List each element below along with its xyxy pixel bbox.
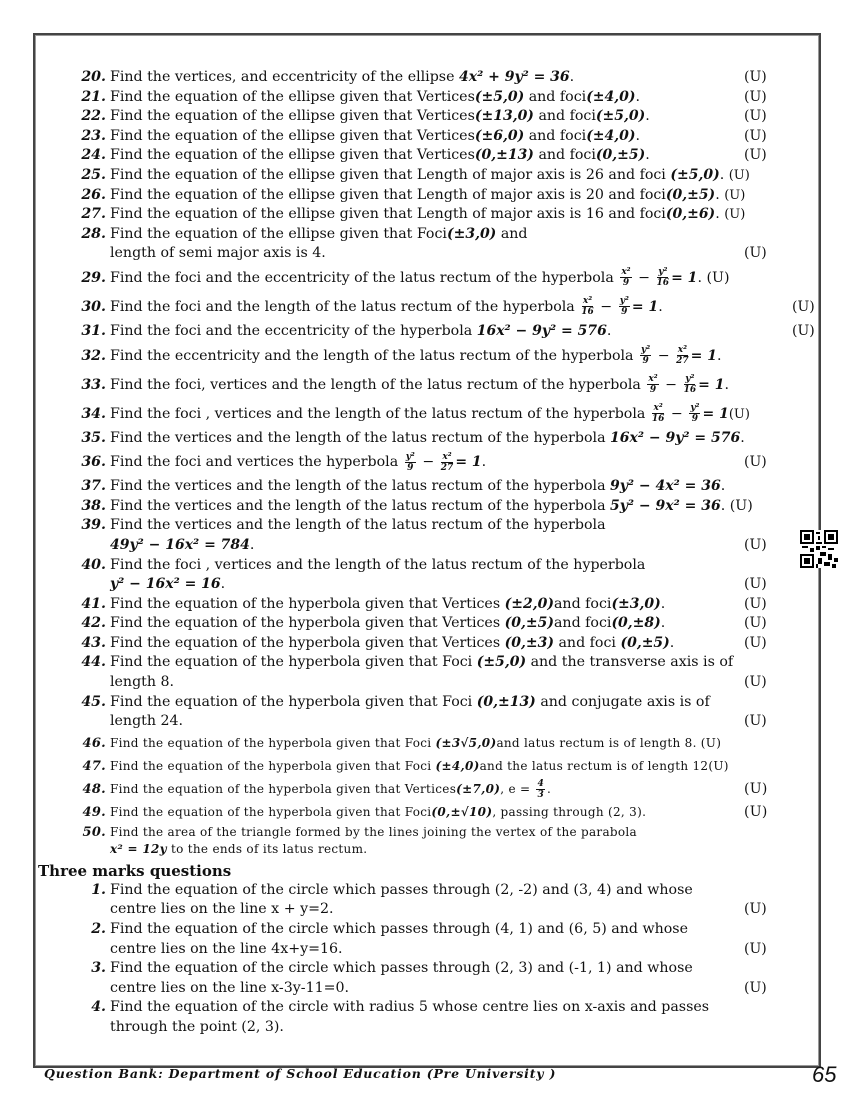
qr-code-icon bbox=[800, 530, 838, 568]
question-20: 20. Find the vertices, and eccentricity of the ellipse 4x² + 9y² = 36. (U) bbox=[81, 69, 767, 85]
question-39-line2: 49y² − 16x² = 784. (U) bbox=[110, 536, 767, 553]
three-mark-1-line2: centre lies on the line x + y=2. (U) bbox=[110, 901, 767, 918]
question-41: 41. Find the equation of the hyperbola given that Vertices (±2,0)and foci(±3,0). (U) bbox=[81, 595, 767, 612]
question-33: 33. Find the foci, vertices and the length of the latus rectum of the hyperbola $\frac{\text{x²}}{9}$ − $\frac{\text{y²}}{16}$ = 1. bbox=[81, 374, 729, 396]
question-49: 49. Find the equation of the hyperbola given that Foci(0,±√10), passing through (2, 3). (U) bbox=[82, 803, 768, 820]
question-27: 27. Find the equation of the ellipse given that Length of major axis is 16 and foci(0,±6). (U) bbox=[81, 206, 746, 223]
question-44: 44. Find the equation of the hyperbola given that Foci (±5,0) and the transverse axis is of bbox=[81, 654, 734, 671]
question-list bbox=[36, 68, 816, 1038]
question-30: 30. Find the foci and the length of the latus rectum of the hyperbola $\frac{\text{x²}}{16}$ − $\frac{\text{y²}}{9}$ = 1. (U) bbox=[81, 296, 815, 318]
question-39: 39. Find the vertices and the length of the latus rectum of the hyperbola bbox=[81, 517, 606, 534]
question-42: 42. Find the equation of the hyperbola given that Vertices (0,±5)and foci(0,±8). (U) bbox=[81, 615, 767, 632]
question-43: 43. Find the equation of the hyperbola given that Vertices (0,±3) and foci (0,±5). (U) bbox=[81, 634, 767, 651]
three-mark-3: 3. Find the equation of the circle which passes through (2, 3) and (-1, 1) and whose bbox=[91, 960, 693, 977]
question-24: 24. Find the equation of the ellipse given that Vertices(0,±13) and foci(0,±5). (U) bbox=[81, 147, 767, 164]
question-40: 40. Find the foci , vertices and the length of the latus rectum of the hyperbola bbox=[81, 556, 646, 573]
question-40-line2: y² − 16x² = 16. (U) bbox=[110, 576, 767, 593]
question-31: 31. Find the foci and the eccentricity of the hyperbola 16x² − 9y² = 576. (U) bbox=[81, 322, 815, 339]
question-45: 45. Find the equation of the hyperbola given that Foci (0,±13) and conjugate axis is of bbox=[81, 693, 710, 710]
question-50-line2: x² = 12y to the ends of its latus rectum. bbox=[110, 841, 368, 856]
page-number: 65 bbox=[812, 1062, 837, 1087]
question-29: 29. Find the foci and the eccentricity of the latus rectum of the hyperbola $\frac{\text{x²}}{9}$ − $\frac{\text{y²}}{16}$ = 1. (U) bbox=[81, 267, 730, 289]
question-22: 22. Find the equation of the ellipse given that Vertices(±13,0) and foci(±5,0). (U) bbox=[81, 108, 767, 125]
section-heading: Three marks questions bbox=[38, 861, 232, 880]
three-mark-3-line2: centre lies on the line x-3y-11=0. (U) bbox=[110, 979, 767, 996]
question-37: 37. Find the vertices and the length of the latus rectum of the hyperbola 9y² − 4x² = 36. bbox=[81, 478, 726, 495]
footer-text: Question Bank: Department of School Education (Pre University ) bbox=[44, 1066, 557, 1081]
question-50: 50. Find the area of the triangle formed by the lines joining the vertex of the parabola bbox=[82, 824, 638, 840]
three-mark-4-line2: through the point (2, 3). bbox=[110, 1019, 284, 1035]
question-44-line2: length 8. (U) bbox=[110, 674, 767, 691]
three-mark-1: 1. Find the equation of the circle which passes through (2, -2) and (3, 4) and whose bbox=[91, 881, 693, 898]
question-45-line2: length 24. (U) bbox=[110, 713, 767, 730]
question-25: 25. Find the equation of the ellipse given that Length of major axis is 26 and foci (±5,0). (U) bbox=[81, 166, 750, 183]
question-38: 38. Find the vertices and the length of the latus rectum of the hyperbola 5y² − 9x² = 36. (U) bbox=[81, 497, 753, 514]
question-23: 23. Find the equation of the ellipse given that Vertices(±6,0) and foci(±4,0). (U) bbox=[81, 127, 767, 144]
question-35: 35. Find the vertices and the length of the latus rectum of the hyperbola 16x² − 9y² = 576. bbox=[81, 429, 745, 446]
question-21: 21. Find the equation of the ellipse given that Vertices(±5,0) and foci(±4,0). (U) bbox=[81, 88, 767, 105]
question-28-line2: length of semi major axis is 4. (U) bbox=[110, 245, 767, 262]
question-48: 48. Find the equation of the hyperbola given that Vertices(±7,0), e = $\frac{4}{3}$ . (U) bbox=[82, 778, 768, 800]
question-36: 36. Find the foci and vertices the hyperbola $\frac{\text{y²}}{9}$ − $\frac{\text{x²}}{27}$ = 1. (U) bbox=[81, 451, 767, 473]
question-28: 28. Find the equation of the ellipse given that Foci(±3,0) and bbox=[81, 225, 528, 242]
three-mark-4: 4. Find the equation of the circle with radius 5 whose centre lies on x-axis and passes bbox=[91, 999, 710, 1016]
three-mark-2-line2: centre lies on the line 4x+y=16. (U) bbox=[110, 940, 767, 957]
question-34: 34. Find the foci , vertices and the length of the latus rectum of the hyperbola $\frac{\text{x²}}{16}$ − $\frac{\text{y²}}{9}$ = 1(U) bbox=[81, 403, 750, 425]
question-32: 32. Find the eccentricity and the length of the latus rectum of the hyperbola $\frac{\text{y²}}{9}$ − $\frac{\text{x²}}{27}$ = 1. bbox=[81, 345, 722, 367]
three-mark-2: 2. Find the equation of the circle which passes through (4, 1) and (6, 5) and whose bbox=[91, 921, 688, 938]
question-26: 26. Find the equation of the ellipse given that Length of major axis is 20 and foci(0,±5). (U) bbox=[81, 186, 746, 203]
question-47: 47. Find the equation of the hyperbola given that Foci (±4,0)and the latus rectum is of length 12(U) bbox=[82, 758, 729, 774]
question-46: 46. Find the equation of the hyperbola given that Foci (±3√5,0)and latus rectum is of length 8. (U) bbox=[82, 735, 722, 751]
